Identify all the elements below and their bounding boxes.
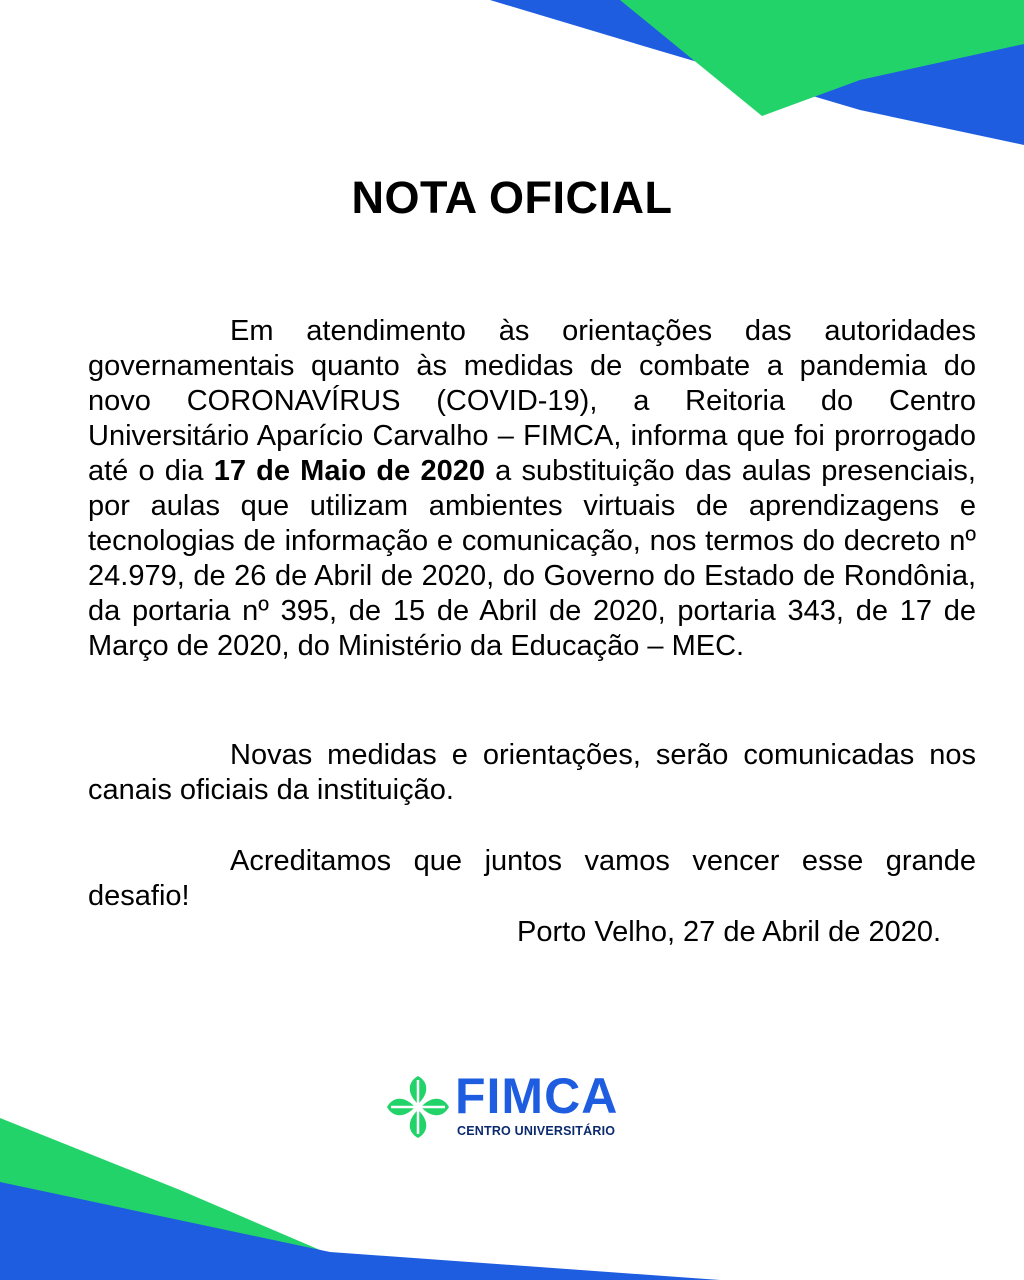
paragraph-2-text: Novas medidas e orientações, serão comunicadas nos canais oficiais da instituição. bbox=[88, 739, 976, 806]
paragraph-1-text-start: Em atendimento às orientações das autoridades governamentais quanto às medidas de combate a pandemia do novo CORONAVÍRUS (COVID-19), a Reitoria do Centro Universitário Aparício Carvalho – FIMCA, informa que foi prorrogado até o dia bbox=[88, 315, 976, 487]
place-and-date: Porto Velho, 27 de Abril de 2020. bbox=[517, 916, 942, 948]
deadline-date: 17 de Maio de 2020 bbox=[213, 455, 485, 487]
paragraph-3-text: Acreditamos que juntos vamos vencer esse grande desafio! bbox=[88, 845, 976, 912]
paragraph-1-text-end: a substituição das aulas presenciais, por aulas que utilizam ambientes virtuais de aprendizagens e tecnologias de informação e comunicação, nos termos do decreto nº 24.979, de 26 de Abril de 2020, do Governo do Estado de Rondônia, da portaria nº 395, de 15 de Abril de 2020, portaria 343, de 17 de Março de 2020, do Ministério da Educação – MEC. bbox=[88, 455, 976, 662]
notice-paragraph-1 bbox=[88, 314, 976, 664]
green-cross-leaf-icon bbox=[385, 1074, 451, 1140]
logo-subtitle: CENTRO UNIVERSITÁRIO bbox=[457, 1124, 616, 1138]
logo-wordmark: FIMCA bbox=[455, 1068, 619, 1124]
notice-paragraph-2 bbox=[88, 738, 976, 808]
page-title: NOTA OFICIAL bbox=[351, 172, 673, 223]
fimca-logo bbox=[385, 1068, 645, 1144]
notice-paragraph-3 bbox=[88, 844, 976, 914]
